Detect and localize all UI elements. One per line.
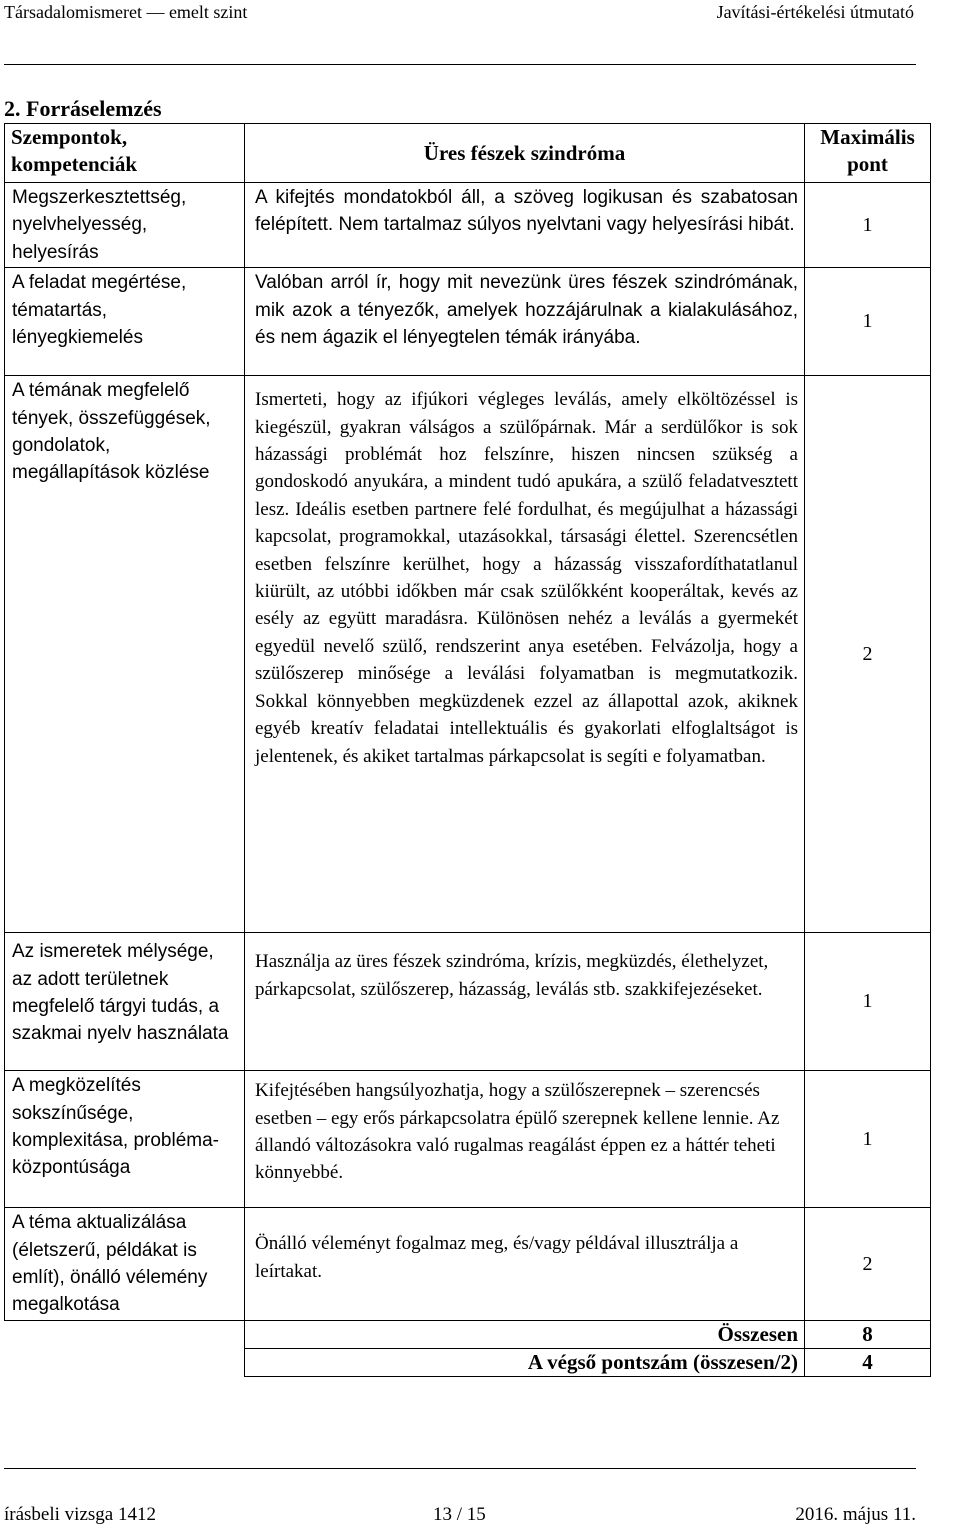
table-row [5, 183, 931, 268]
footer-rule [4, 1468, 916, 1469]
criteria-cell: A megközelítés sokszínűsége, komplexitása, probléma-központúsága [5, 1071, 245, 1208]
table-header-row [5, 124, 931, 183]
total-value: 8 [805, 1320, 931, 1348]
footer-exam-code: írásbeli vizsga 1412 [4, 1504, 156, 1525]
points-cell: 2 [805, 376, 931, 933]
description-cell: Ismerteti, hogy az ifjúkori végleges leválás, amely elköltözéssel is kiegészül, gyakran válságos a szülőpárnak. Már a serdülőkor is sok házassági problémát hoz felszínre, hiszen nincsen szükség a gondoskodó anyukára, a mindent tudó apukára, a szülő feladatvesztett lesz. Ideális esetben partnere felé fordulhat, és megújulhat a házassági kapcsolat, programokkal, utazásokkal, társasági élettel. Szerencsétlen esetben felszínre kerülhet, hogy a házasság visszafordíthatatlanul kiürült, az utóbbi időkben már csak szülőkként kooperáltak, kevés az esély az együtt maradásra. Különösen nehéz a leválás a gyermekét egyedül nevelő szülő, rendszerint anya esetében. Felvázolja, hogy a szülőszerep minősége a leválási folyamatban is megmutatkozik. Sokkal könnyebben megküzdenek ezzel az állapottal azok, akiknek egyéb kreatív feladatai intellektuális és gyakorlati elfoglaltságot is jelentenek, és akiket tartalmas párkapcsolat is segíti e folyamatban. [245, 376, 805, 933]
final-score-row [5, 1348, 931, 1376]
points-cell: 1 [805, 1071, 931, 1208]
header-max-points: Maximális pont [805, 124, 931, 183]
assessment-table [4, 123, 931, 1377]
criteria-cell: A feladat megértése, tématartás, lényegkiemelés [5, 268, 245, 376]
criteria-cell: Az ismeretek mélysége, az adott területnek megfelelő tárgyi tudás, a szakmai nyelv használata [5, 933, 245, 1071]
table-row [5, 376, 931, 933]
page-number: 13 / 15 [433, 1504, 486, 1525]
points-cell: 2 [805, 1208, 931, 1321]
description-cell: A kifejtés mondatokból áll, a szöveg logikusan és szabatosan felépített. Nem tartalmaz súlyos nyelvtani vagy helyesírási hibát. [245, 183, 805, 268]
final-score-label: A végső pontszám (összesen/2) [245, 1348, 805, 1376]
header-guide-title: Javítási-értékelési útmutató [716, 2, 914, 22]
criteria-cell: A témának megfelelő tények, összefüggések, gondolatok, megállapítások közlése [5, 376, 245, 933]
description-cell: Használja az üres fészek szindróma, krízis, megküzdés, élethelyzet, párkapcsolat, szülőszerep, házasság, leválás stb. szakkifejezéseket. [245, 933, 805, 1071]
final-score-value: 4 [805, 1348, 931, 1376]
description-cell: Valóban arról ír, hogy mit nevezünk üres fészek szindrómának, mik azok a tényezők, amelyek hozzájárulnak a kialakulásához, és nem ágazik el lényegtelen témák irányába. [245, 268, 805, 376]
points-cell: 1 [805, 933, 931, 1071]
header-subject: Társadalomismeret — emelt szint [4, 2, 248, 22]
description-cell: Önálló véleményt fogalmaz meg, és/vagy példával illusztrálja a leírtakat. [245, 1208, 805, 1321]
description-cell: Kifejtésében hangsúlyozhatja, hogy a szülőszerepnek – szerencsés esetben – egy erős párkapcsolatra épülő szerepnek kellene lennie. Az állandó változásokra való rugalmas reagálást éppen ez a háttér teheti könnyebbé. [245, 1071, 805, 1208]
table-row [5, 933, 931, 1071]
header-rule [4, 64, 916, 65]
points-cell: 1 [805, 183, 931, 268]
header-topic: Üres fészek szindróma [245, 124, 805, 183]
header-criteria: Szempontok, kompetenciák [5, 124, 245, 183]
table-row [5, 1208, 931, 1321]
page-header [0, 0, 960, 40]
criteria-cell: Megszerkesztettség, nyelvhelyesség, helyesírás [5, 183, 245, 268]
points-cell: 1 [805, 268, 931, 376]
total-label: Összesen [245, 1320, 805, 1348]
total-row [5, 1320, 931, 1348]
section-title: 2. Forráselemzés [4, 96, 162, 121]
criteria-cell: A téma aktualizálása (életszerű, példákat is említ), önálló vélemény megalkotása [5, 1208, 245, 1321]
table-row [5, 1071, 931, 1208]
table-row [5, 268, 931, 376]
footer-date: 2016. május 11. [795, 1504, 916, 1525]
